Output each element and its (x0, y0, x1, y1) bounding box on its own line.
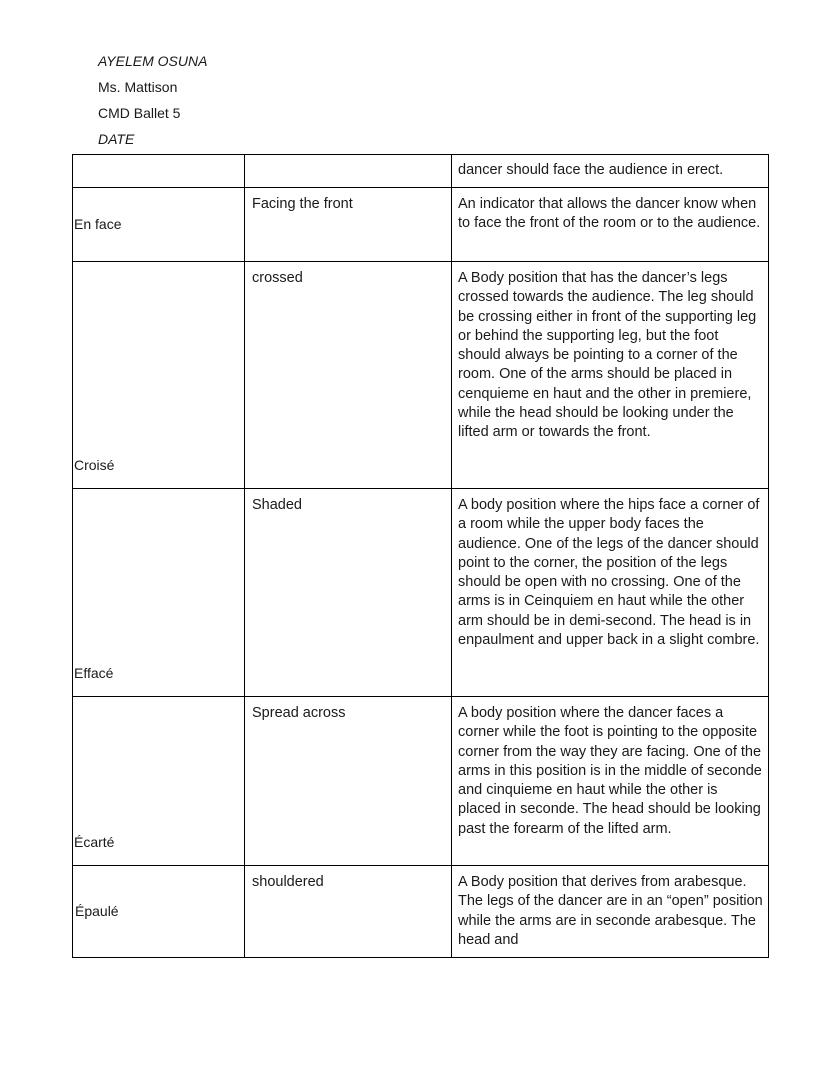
table-row (73, 155, 769, 188)
translation-cell: Spread across (245, 697, 452, 866)
term-cell: Écarté (73, 697, 245, 866)
definition-cell: A Body position that has the dancer’s legs crossed towards the audience. The leg should be crossing either in front of the supporting leg or behind the supporting leg, but the foot should always be pointing to a corner of the room. One of the arms should be placed in cenquieme en haut and the other in premiere, while the head should be looking under the lifted arm or towards the front. (452, 262, 769, 489)
teacher-name: Ms. Mattison (98, 79, 178, 95)
definition-cell: A body position where the dancer faces a corner while the foot is pointing to the opposite corner from the way they are facing. One of the arms in this position is in the middle of seconde and cinquieme en haut while the other is placed in seconde. The head should be looking past the forearm of the lifted arm. (452, 697, 769, 866)
table-row (73, 188, 769, 262)
translation-cell: shouldered (245, 866, 452, 958)
translation-cell: crossed (245, 262, 452, 489)
definition-cell: A body position where the hips face a corner of a room while the upper body faces the audience. One of the legs of the dancer should point to the corner, the position of the legs should be open with no crossing. One of the arms is in Ceinquiem en haut while the other arm should be in demi-second. The head is in enpaulment and upper back in a slight combre. (452, 489, 769, 697)
term-cell: Effacé (73, 489, 245, 697)
table-row (73, 697, 769, 866)
terms-table (72, 154, 769, 958)
term-cell (73, 155, 245, 188)
course-name: CMD Ballet 5 (98, 105, 181, 121)
term-cell: En face (73, 188, 245, 262)
translation-cell: Facing the front (245, 188, 452, 262)
student-name: AYELEM OSUNA (98, 53, 208, 69)
translation-cell (245, 155, 452, 188)
date-field: DATE (98, 131, 135, 147)
table-row (73, 866, 769, 958)
translation-cell: Shaded (245, 489, 452, 697)
term-cell: Croisé (73, 262, 245, 489)
table-row (73, 489, 769, 697)
document-header (98, 48, 207, 152)
term-cell: Épaulé (73, 866, 245, 958)
definition-cell: An indicator that allows the dancer know when to face the front of the room or to the audience. (452, 188, 769, 262)
definition-cell: dancer should face the audience in erect. (452, 155, 769, 188)
table-row (73, 262, 769, 489)
definition-cell: A Body position that derives from arabesque. The legs of the dancer are in an “open” position while the arms are in seconde arabesque. The head and (452, 866, 769, 958)
